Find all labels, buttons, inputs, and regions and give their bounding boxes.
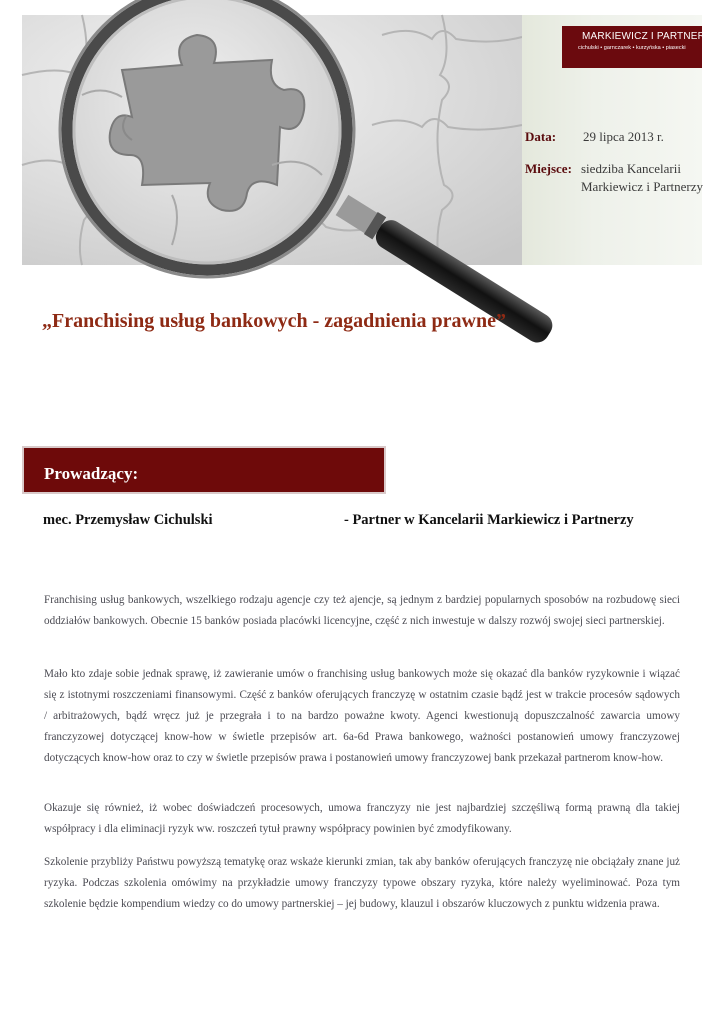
document-title: „Franchising usług bankowych - zagadnienia prawne” <box>42 310 506 332</box>
speaker-role: - Partner w Kancelarii Markiewicz i Partnerzy <box>344 512 634 528</box>
speaker-name: mec. Przemysław Cichulski <box>43 512 213 528</box>
body-paragraph-4: Szkolenie przybliży Państwu powyższą tematykę oraz wskaże kierunki zmian, tak aby banków oferujących franczyzę nie obciążały znane już ryzyka. Podczas szkolenia omówimy na przykładzie umowy franczyzy typowe obszary ryzyka, które należy wyeliminować. Poza tym szkolenie będzie kompendium wiedzy co do umowy partnerskiej – jej budowy, klauzul i obszarów kluczowych z punktu widzenia prawa. <box>44 856 680 910</box>
firm-logo <box>562 26 719 68</box>
place-value-line2: Markiewicz i Partnerzy <box>581 179 704 194</box>
logo-name: MARKIEWICZ I PARTNERZY <box>582 31 719 42</box>
place-label: Miejsce: <box>525 161 572 176</box>
event-info-panel <box>522 15 719 265</box>
magnifier-puzzle-illustration <box>22 15 522 265</box>
body-paragraph-2: Mało kto zdaje sobie jednak sprawę, iż zawieranie umów o franchising usług bankowych może się okazać dla banków ryzykownie i wiązać się z istotnymi roszczeniami finansowymi. Część z banków oferujących franczyzę w ostatnim czasie bądź jest w trakcie procesów sądowych / arbitrażowych, bądź wręcz już je przegrała i to na bardzo poważne kwoty. Agenci kwestionują dopuszczalność zawarcia umowy franczyzowej dotyczącej know-how w świetle przepisów art. 6a-6d Prawa bankowego, ważności postanowień umowy franczyzowej dotyczących know-how oraz to czy w świetle przepisów prawa i postanowień umowy franczyzowej bank przekazał partnerom know-how. <box>44 668 680 764</box>
logo-partners: cichulski • garnczarek • kurzyńska • piasecki <box>578 45 686 51</box>
body-paragraph-1: Franchising usług bankowych, wszelkiego rodzaju agencje czy też ajencje, są jednym z bardziej popularnych sposobów na rozbudowę sieci oddziałów bankowych. Obecnie 15 banków posiada placówki licencyjne, część z nich inwestuje w dalszy rozwój swojej sieci partnerskiej. <box>44 594 680 627</box>
body-paragraph-3: Okazuje się również, iż wobec doświadczeń procesowych, umowa franczyzy nie jest najbardziej szczęśliwą formą prawną dla takiej współpracy i dla eliminacji ryzyk ww. roszczeń tytuł prawny współpracy powinien być zmodyfikowany. <box>44 802 680 835</box>
date-label: Data: <box>525 129 557 144</box>
speakers-heading: Prowadzący: <box>44 464 139 483</box>
speakers-banner <box>22 446 386 494</box>
date-value: 29 lipca 2013 r. <box>583 129 664 144</box>
hero-image <box>22 15 522 265</box>
place-value-line1: siedziba Kancelarii <box>581 161 681 176</box>
